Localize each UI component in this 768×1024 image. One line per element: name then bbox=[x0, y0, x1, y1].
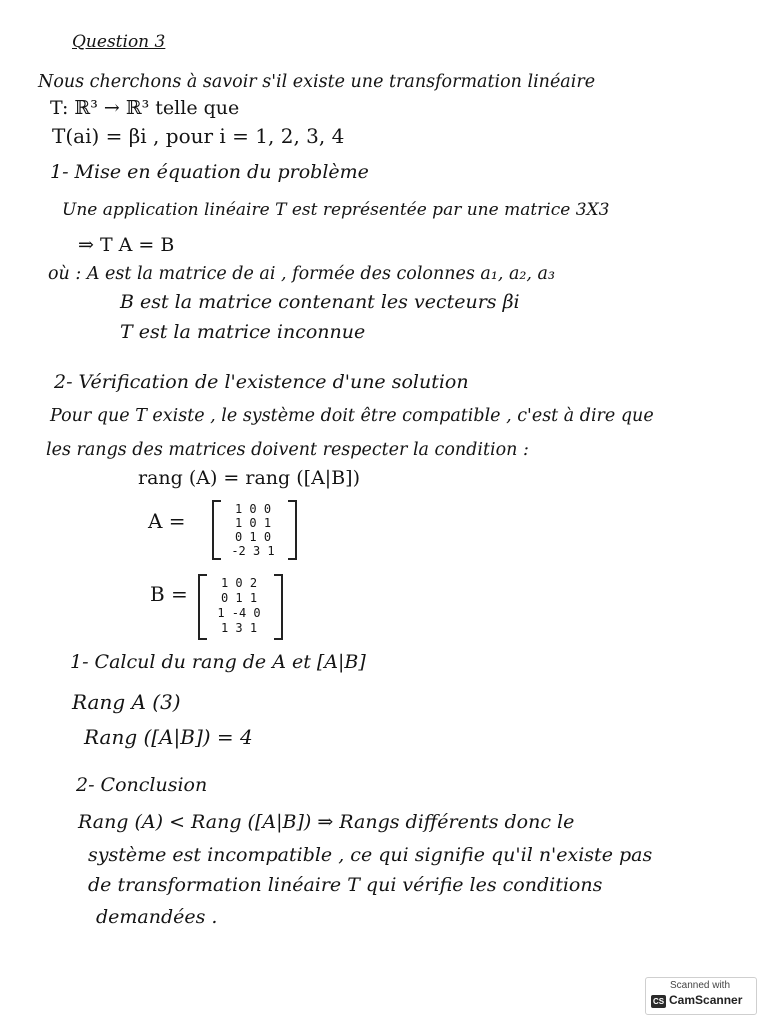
matrix-a-bracket-right bbox=[288, 500, 297, 560]
matrix-b bbox=[206, 576, 272, 636]
text-line: Pour que T existe , le système doit être compatible , c'est à dire que bbox=[50, 406, 654, 426]
text-line: B est la matrice contenant les vecteurs βi bbox=[120, 291, 520, 313]
matrix-a bbox=[222, 502, 284, 558]
matrix-a-row: 1 0 1 bbox=[234, 516, 272, 530]
text-line: T: ℝ³ → ℝ³ telle que bbox=[50, 97, 240, 119]
text-line: T est la matrice inconnue bbox=[120, 321, 366, 343]
section-heading: 1- Calcul du rang de A et [A|B] bbox=[70, 651, 366, 673]
watermark-caption: Scanned with bbox=[669, 980, 731, 991]
matrix-a-row: 1 0 0 bbox=[234, 502, 272, 516]
matrix-b-row: 1 0 2 bbox=[220, 576, 258, 590]
matrix-a-row: 0 1 0 bbox=[234, 530, 272, 544]
matrix-b-row: 1 -4 0 bbox=[217, 606, 261, 620]
section-heading: 2- Vérification de l'existence d'une solution bbox=[54, 371, 469, 393]
matrix-a-row: -2 3 1 bbox=[231, 544, 275, 558]
text-line: Rang ([A|B]) = 4 bbox=[84, 725, 253, 749]
matrix-b-row: 0 1 1 bbox=[220, 591, 258, 605]
text-line: les rangs des matrices doivent respecter la condition : bbox=[46, 440, 529, 460]
camscanner-watermark bbox=[645, 977, 757, 1015]
matrix-a-label: A = bbox=[148, 509, 186, 533]
matrix-b-bracket-right bbox=[274, 574, 283, 640]
text-line: demandées . bbox=[96, 906, 218, 928]
section-heading: 2- Conclusion bbox=[76, 774, 208, 796]
text-line: Nous cherchons à savoir s'il existe une transformation linéaire bbox=[38, 72, 596, 92]
text-line: Rang (A) < Rang ([A|B]) ⇒ Rangs différents donc le bbox=[78, 811, 575, 833]
section-heading: 1- Mise en équation du problème bbox=[50, 161, 369, 183]
question-title: Question 3 bbox=[72, 32, 166, 52]
text-line: système est incompatible , ce qui signifie qu'il n'existe pas bbox=[88, 844, 653, 866]
text-line: Rang A (3) bbox=[72, 690, 181, 714]
watermark-brand: CamScanner bbox=[669, 993, 743, 1007]
text-line: Une application linéaire T est représentée par une matrice 3X3 bbox=[62, 200, 610, 220]
matrix-b-label: B = bbox=[150, 582, 188, 606]
text-line: T(ai) = βi , pour i = 1, 2, 3, 4 bbox=[52, 124, 345, 148]
text-line: où : A est la matrice de ai , formée des colonnes a₁, a₂, a₃ bbox=[48, 264, 555, 284]
text-line: de transformation linéaire T qui vérifie les conditions bbox=[88, 874, 603, 896]
camscanner-logo-icon: CS bbox=[652, 997, 665, 1006]
matrix-a-bracket-left bbox=[212, 500, 221, 560]
matrix-b-row: 1 3 1 bbox=[220, 621, 258, 635]
equation-line: rang (A) = rang ([A|B]) bbox=[138, 467, 360, 489]
equation-line: ⇒ T A = B bbox=[78, 234, 175, 256]
